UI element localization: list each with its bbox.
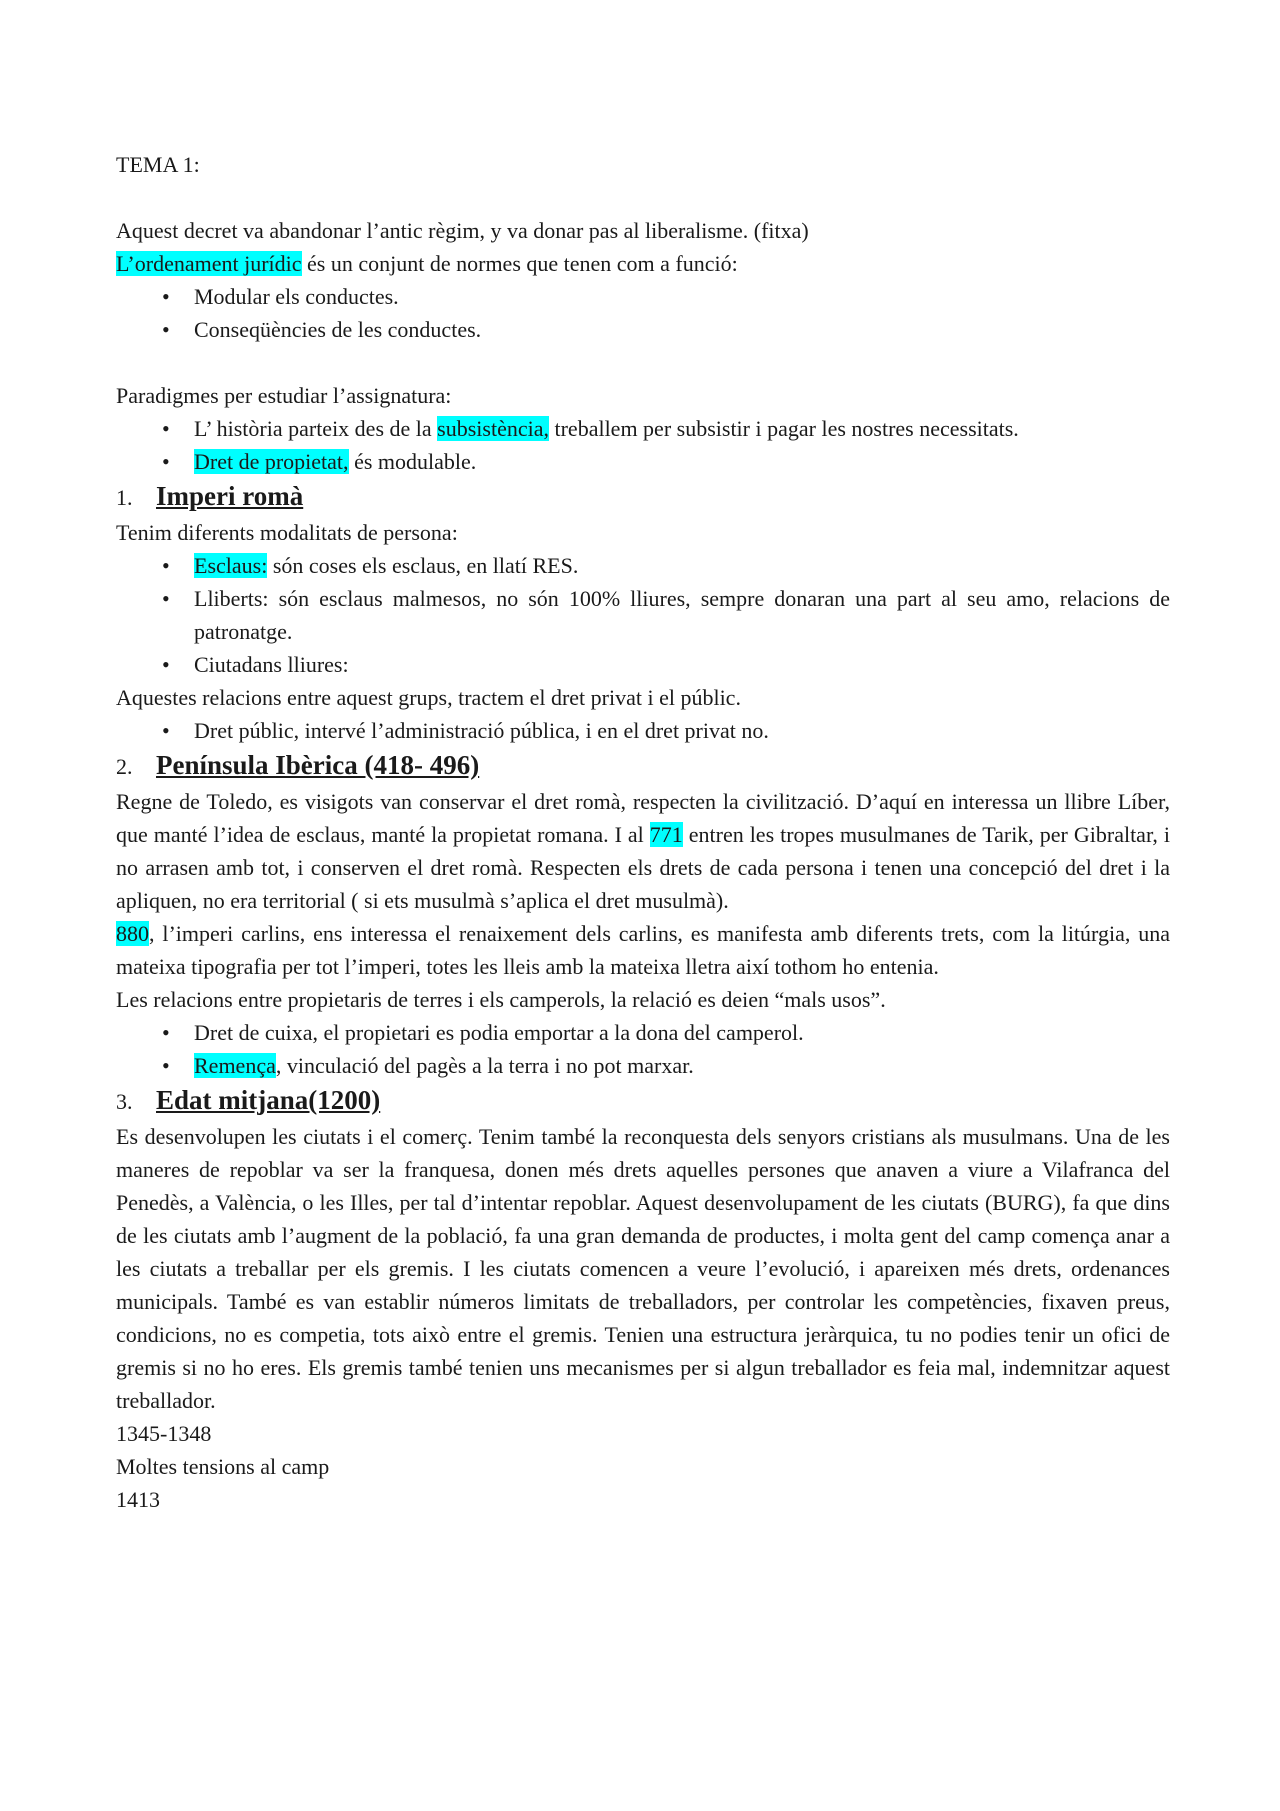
list-item: • Conseqüències de les conductes. xyxy=(116,313,1170,346)
document-title: TEMA 1: xyxy=(116,152,200,177)
persona-list xyxy=(116,549,1170,681)
section-paragraph: Les relacions entre propietaris de terres i els camperols, la relació es deien “mals usos”. xyxy=(116,987,886,1012)
highlight-771: 771 xyxy=(649,822,683,847)
bullet-icon: • xyxy=(162,449,170,474)
paradigms-list xyxy=(116,412,1170,478)
list-item: • Modular els conductes. xyxy=(116,280,1170,313)
highlight-remenca: Remença xyxy=(194,1053,276,1078)
section-paragraph: 880, l’imperi carlins, ens interessa el renaixement dels carlins, es manifesta amb diferents trets, com la litúrgia, una mateixa tipografia per tot l’imperi, totes les lleis amb la mateixa lletra així tothom ho entenia. xyxy=(116,921,1170,979)
date-line: 1345-1348 xyxy=(116,1421,212,1446)
highlight-subsistencia: subsistència, xyxy=(437,416,549,441)
bullet-icon: • xyxy=(162,553,170,578)
list-item: • Esclaus: són coses els esclaus, en llatí RES. xyxy=(116,549,1170,582)
section-paragraph: Tenim diferents modalitats de persona: xyxy=(116,520,458,545)
bullet-icon: • xyxy=(162,652,170,677)
bullet-icon: • xyxy=(162,1053,170,1078)
mals-usos-list xyxy=(116,1016,1170,1082)
list-item: • Ciutadans lliures: xyxy=(116,648,1170,681)
section-heading-imperi-roma: 1. Imperi romà xyxy=(116,481,304,511)
intro-line: Aquest decret va abandonar l’antic règim, y va donar pas al liberalisme. (fitxa) xyxy=(116,218,809,243)
section-paragraph: Es desenvolupen les ciutats i el comerç. Tenim també la reconquesta dels senyors cristians als musulmans. Una de les maneres de repoblar va ser la franquesa, donen més drets aquelles persones que anaven a viure a Vilafranca del Penedès, a València, o les Illes, per tal d’intentar repoblar. Aquest desenvolupament de les ciutats (BURG), fa que dins de les ciutats amb l’augment de la població, fa una gran demanda de productes, i molta gent del camp comença anar a les ciutats a treballar per els gremis. I les ciutats comencen a veure l’evolució, i apareixen més drets, ordenances municipals. També es van establir números limitats de treballadors, per controlar les competències, fixaven preus, condicions, no es competia, tots això entre el gremis. Tenien una estructura jeràrquica, tu no podies tenir un ofici de gremis si no ho eres. Els gremis també tenien uns mecanismes per si algun treballador es feia mal, indemnitzar aquest treballador. xyxy=(116,1124,1170,1413)
document-page xyxy=(116,148,1170,1516)
list-item: • Dret de cuixa, el propietari es podia emportar a la dona del camperol. xyxy=(116,1016,1170,1049)
bullet-icon: • xyxy=(162,1020,170,1045)
section-paragraph: Regne de Toledo, es visigots van conservar el dret romà, respecten la civilització. D’aquí en interessa un llibre Líber, que manté l’idea de esclaus, manté la propietat romana. I al 771 entren les tropes musulmanes de Tarik, per Gibraltar, i no arrasen amb tot, i conserven el dret romà. Respecten els drets de cada persona i tenen una concepció del dret i la apliquen, no era territorial ( si ets musulmà s’aplica el dret musulmà). xyxy=(116,789,1170,913)
section-paragraph: Aquestes relacions entre aquest grups, tractem el dret privat i el públic. xyxy=(116,685,741,710)
list-item: • Lliberts: són esclaus malmesos, no són 100% lliures, sempre donaran una part al seu amo, relacions de patronatge. xyxy=(116,582,1170,648)
bullet-icon: • xyxy=(162,317,170,342)
bullet-icon: • xyxy=(162,416,170,441)
paradigms-heading: Paradigmes per estudiar l’assignatura: xyxy=(116,383,452,408)
highlight-880: 880 xyxy=(116,921,149,946)
bullet-icon: • xyxy=(162,718,170,743)
list-item: • Dret de propietat, és modulable. xyxy=(116,445,1170,478)
section-paragraph: Moltes tensions al camp xyxy=(116,1454,330,1479)
date-line: 1413 xyxy=(116,1487,160,1512)
list-item: • L’ història parteix des de la subsistència, treballem per subsistir i pagar les nostres necessitats. xyxy=(116,412,1170,445)
intro-definition: L’ordenament jurídic és un conjunt de normes que tenen com a funció: xyxy=(116,251,738,276)
section-heading-edat-mitjana: 3. Edat mitjana(1200) xyxy=(116,1085,381,1115)
highlight-esclaus: Esclaus: xyxy=(194,553,268,578)
bullet-icon: • xyxy=(162,586,170,611)
intro-list xyxy=(116,280,1170,346)
section-heading-peninsula-iberica: 2. Península Ibèrica (418- 496) xyxy=(116,750,480,780)
list-item: • Remença, vinculació del pagès a la terra i no pot marxar. xyxy=(116,1049,1170,1082)
highlight-dret-propietat: Dret de propietat, xyxy=(194,449,349,474)
dret-list xyxy=(116,714,1170,747)
highlight-ordenament: L’ordenament jurídic xyxy=(116,251,302,276)
bullet-icon: • xyxy=(162,284,170,309)
list-item: • Dret públic, intervé l’administració pública, i en el dret privat no. xyxy=(116,714,1170,747)
